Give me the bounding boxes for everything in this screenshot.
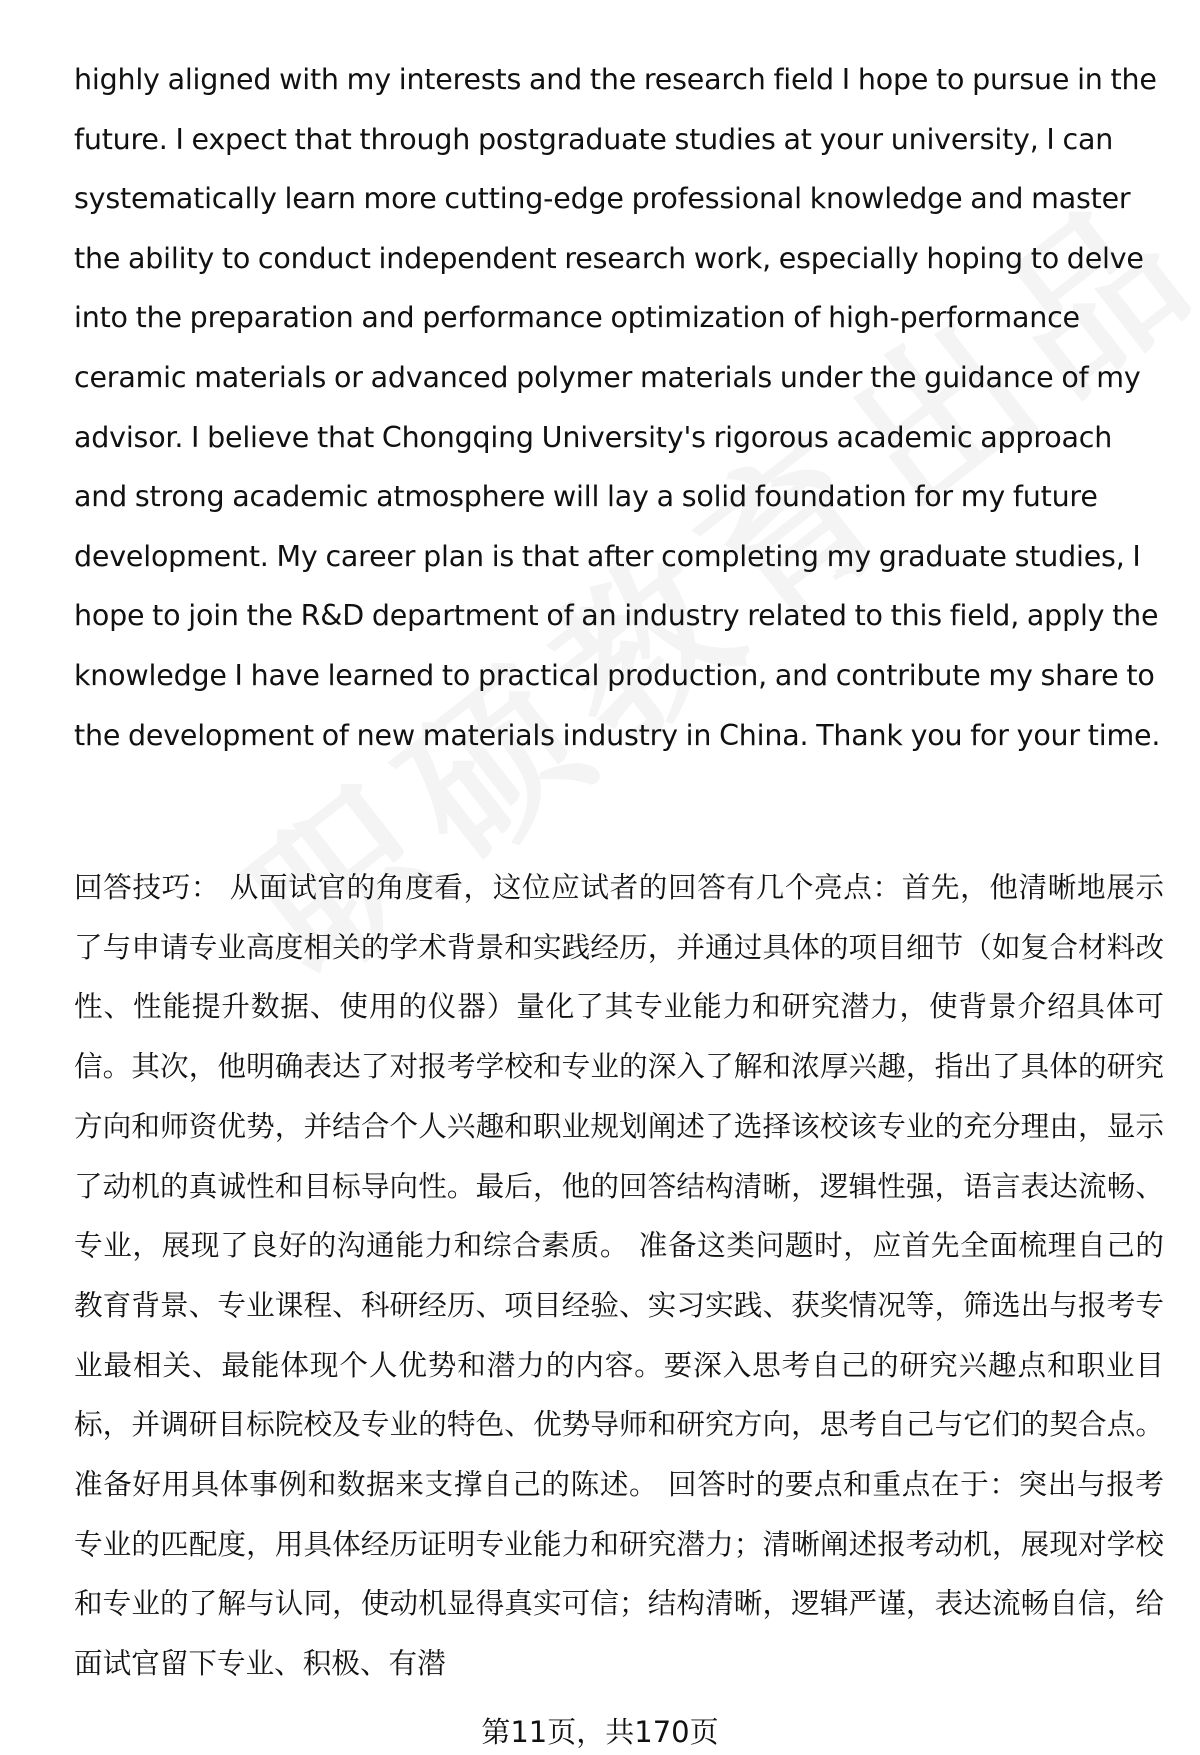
english-answer-paragraph: highly aligned with my interests and the research field I hope to pursue in the future. I expect that through postgraduate studies at your university, I can systematically learn more cutting-edge professional knowledge and master the ability to conduct independent research work, especially hoping to delve into the preparation and performance optimization of high-performance ceramic materials or advanced polymer materials under the guidance of my advisor. I believe that Chongqing University's rigorous academic approach and strong academic atmosphere will lay a solid foundation for my future development. My career plan is that after completing my graduate studies, I hope to join the R&D department of an industry related to this field, apply the knowledge I have learned to practical production, and contribute my share to the development of new materials industry in China. Thank you for your time. <box>74 63 1161 752</box>
page-number-footer: 第11页，共170页 <box>481 1715 719 1749</box>
answer-tips-paragraph: 回答技巧： 从面试官的角度看，这位应试者的回答有几个亮点：首先，他清晰地展示了与申请专业高度相关的学术背景和实践经历，并通过具体的项目细节（如复合材料改性、性能提升数据、使用的仪器）量化了其专业能力和研究潜力，使背景介绍具体可信。其次，他明确表达了对报考学校和专业的深入了解和浓厚兴趣，指出了具体的研究方向和师资优势，并结合个人兴趣和职业规划阐述了选择该校该专业的充分理由，显示了动机的真诚性和目标导向性。最后，他的回答结构清晰，逻辑性强，语言表达流畅、专业，展现了良好的沟通能力和综合素质。 准备这类问题时，应首先全面梳理自己的教育背景、专业课程、科研经历、项目经验、实习实践、获奖情况等，筛选出与报考专业最相关、最能体现个人优势和潜力的内容。要深入思考自己的研究兴趣点和职业目标，并调研目标院校及专业的特色、优势导师和研究方向，思考自己与它们的契合点。准备好用具体事例和数据来支撑自己的陈述。 回答时的要点和重点在于：突出与报考专业的匹配度，用具体经历证明专业能力和研究潜力；清晰阐述报考动机，展现对学校和专业的了解与认同，使动机显得真实可信；结构清晰，逻辑严谨，表达流畅自信，给面试官留下专业、积极、有潜 <box>74 870 1164 1681</box>
